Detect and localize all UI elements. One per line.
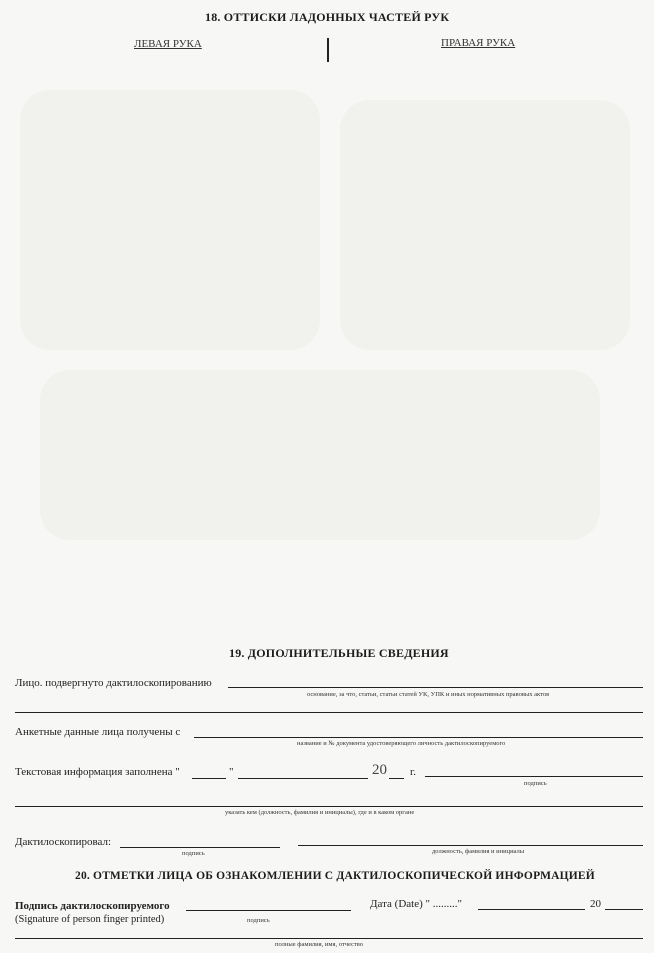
section-20-title: 20. ОТМЕТКИ ЛИЦА ОБ ОЗНАКОМЛЕНИИ С ДАКТИЛОСКОПИЧЕСКОЙ ИНФОРМАЦИЕЙ [75, 870, 595, 882]
section-19-title: 19. ДОПОЛНИТЕЛЬНЫЕ СВЕДЕНИЯ [229, 646, 449, 660]
fingerprinted-reason-field[interactable] [228, 687, 643, 688]
text-info-day-field[interactable] [192, 778, 226, 779]
date-label: Дата (Date) " ........." [370, 898, 462, 910]
fingerprinted-by-label: Дактилоскопировал: [15, 836, 112, 848]
text-info-month-field[interactable] [238, 778, 368, 779]
text-info-year-prefix: 20 [372, 762, 387, 778]
date-year-field[interactable] [605, 909, 643, 910]
text-info-quote: " [229, 766, 234, 778]
signature-field[interactable] [186, 910, 351, 911]
personal-data-field[interactable] [194, 737, 643, 738]
right-hand-label: ПРАВАЯ РУКА [441, 37, 516, 49]
date-month-field[interactable] [478, 909, 585, 910]
fingerprinted-caption: основание, за что, статьи, статьи статей УК, УПК и иных нормативных правовых актов [307, 691, 550, 698]
personal-data-label: Анкетные данные лица получены с [15, 726, 181, 738]
section-18-title: 18. ОТТИСКИ ЛАДОННЫХ ЧАСТЕЙ РУК [205, 10, 450, 24]
text-info-signature-field[interactable] [425, 776, 643, 777]
fingerprinted-by-signature-caption: подпись [182, 850, 205, 857]
fingerprinted-by-position-field[interactable] [298, 845, 643, 846]
text-info-year-field[interactable] [389, 778, 404, 779]
fingerprinted-by-signature-field[interactable] [120, 847, 280, 848]
signature-label: Подпись дактилоскопируемого [15, 900, 170, 912]
full-name-field[interactable] [15, 938, 643, 939]
print-area-smudge [20, 90, 320, 350]
full-name-caption: полные фамилия, имя, отчество [275, 941, 364, 948]
fingerprinted-label: Лицо. подвергнуто дактилоскопированию [15, 677, 212, 689]
fingerprinted-by-position-caption: должность, фамилия и инициалы [432, 848, 525, 855]
print-area-smudge [40, 370, 600, 540]
text-info-label: Текстовая информация заполнена " [15, 766, 180, 778]
signature-label-en: (Signature of person finger printed) [15, 914, 165, 925]
who-where-caption: указать кем (должность, фамилия и инициалы), где и в каком органе [225, 809, 415, 816]
fingerprinted-reason-field-continued[interactable] [15, 712, 643, 713]
hands-divider [327, 38, 329, 62]
personal-data-caption: название и № документа удостоверяющего личность дактилоскопируемого [297, 740, 506, 747]
who-where-field[interactable] [15, 806, 643, 807]
text-info-year-suffix: г. [410, 766, 417, 778]
text-info-signature-caption: подпись [524, 780, 547, 787]
signature-caption: подпись [247, 917, 270, 924]
left-hand-label: ЛЕВАЯ РУКА [134, 38, 202, 50]
date-year-prefix: 20 [590, 898, 601, 910]
print-area-smudge [340, 100, 630, 350]
